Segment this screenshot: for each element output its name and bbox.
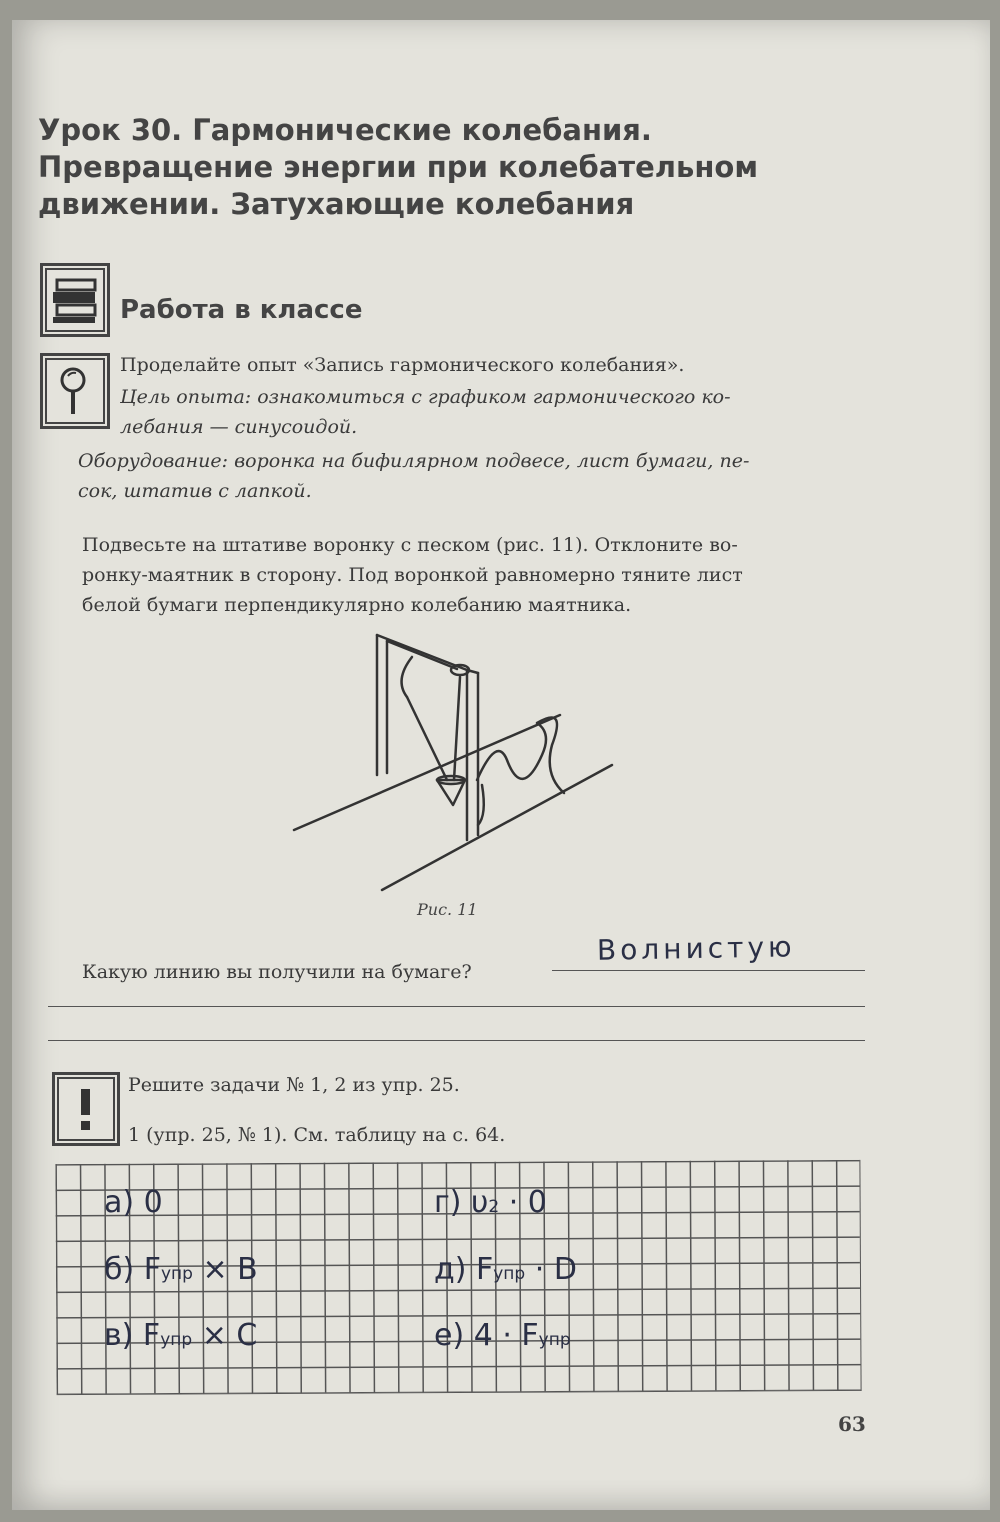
answer-v-rest: × C	[192, 1318, 258, 1353]
experiment-goal-line-2: лебания — синусоидой.	[120, 416, 358, 438]
lesson-title	[38, 112, 838, 223]
answer-b-label: б) F	[104, 1252, 161, 1287]
answer-g-subscript: 2	[488, 1197, 500, 1217]
question-text: Какую линию вы получили на бумаге?	[82, 961, 472, 983]
experiment-goal-line-1: Цель опыта: ознакомиться с графиком гармонического ко-	[120, 386, 731, 408]
answer-d-subscript: упр	[493, 1264, 526, 1284]
exclamation-icon	[52, 1072, 120, 1146]
answer-e	[434, 1318, 571, 1353]
pendulum-figure	[282, 625, 622, 895]
equipment-line-2: сок, штатив с лапкой.	[78, 480, 312, 502]
answer-v-label: в) F	[104, 1318, 161, 1353]
answer-b-subscript: упр	[161, 1264, 193, 1284]
answer-v	[104, 1318, 257, 1353]
answer-g-label: г) υ	[434, 1185, 489, 1220]
procedure-paragraph	[82, 530, 882, 620]
answer-line	[552, 970, 865, 971]
answer-b	[104, 1252, 258, 1287]
experiment-instruction: Проделайте опыт «Запись гармонического колебания».	[120, 354, 685, 376]
answer-g-rest: · 0	[499, 1185, 547, 1220]
tasks-instruction: Решите задачи № 1, 2 из упр. 25.	[128, 1074, 460, 1096]
procedure-line-2: ронку-маятник в сторону. Под воронкой равномерно тяните лист	[82, 564, 743, 586]
blank-line-2	[48, 1040, 865, 1041]
answer-d-label: д) F	[434, 1252, 494, 1287]
answer-v-subscript: упр	[160, 1330, 193, 1350]
answer-b-rest: × B	[192, 1252, 258, 1287]
figure-caption: Рис. 11	[417, 900, 478, 919]
textbook-page	[12, 20, 990, 1510]
answer-a: а) 0	[104, 1185, 163, 1220]
blank-line-1	[48, 1006, 865, 1007]
section-heading: Работа в классе	[120, 295, 363, 325]
handwritten-answer: Волнистую	[596, 930, 796, 967]
answer-d	[434, 1252, 577, 1287]
procedure-line-1: Подвесьте на штативе воронку с песком (рис. 11). Отклоните во-	[82, 534, 738, 556]
procedure-line-3: белой бумаги перпендикулярно колебанию маятника.	[82, 594, 632, 616]
answer-e-label: е) 4 · F	[434, 1318, 539, 1353]
answer-e-subscript: упр	[538, 1330, 571, 1350]
lesson-title-line-3: движении. Затухающие колебания	[38, 187, 635, 221]
answer-g	[434, 1185, 547, 1220]
lesson-title-line-1: Урок 30. Гармонические колебания.	[38, 113, 652, 147]
answer-d-rest: · D	[525, 1252, 577, 1287]
page-number: 63	[838, 1412, 866, 1436]
magnifier-icon	[40, 353, 110, 429]
subtask-reference: 1 (упр. 25, № 1). См. таблицу на с. 64.	[128, 1124, 506, 1146]
lesson-title-line-2: Превращение энергии при колебательном	[38, 150, 759, 184]
equipment-line-1: Оборудование: воронка на бифилярном подвесе, лист бумаги, пе-	[78, 450, 750, 472]
books-icon	[40, 263, 110, 337]
